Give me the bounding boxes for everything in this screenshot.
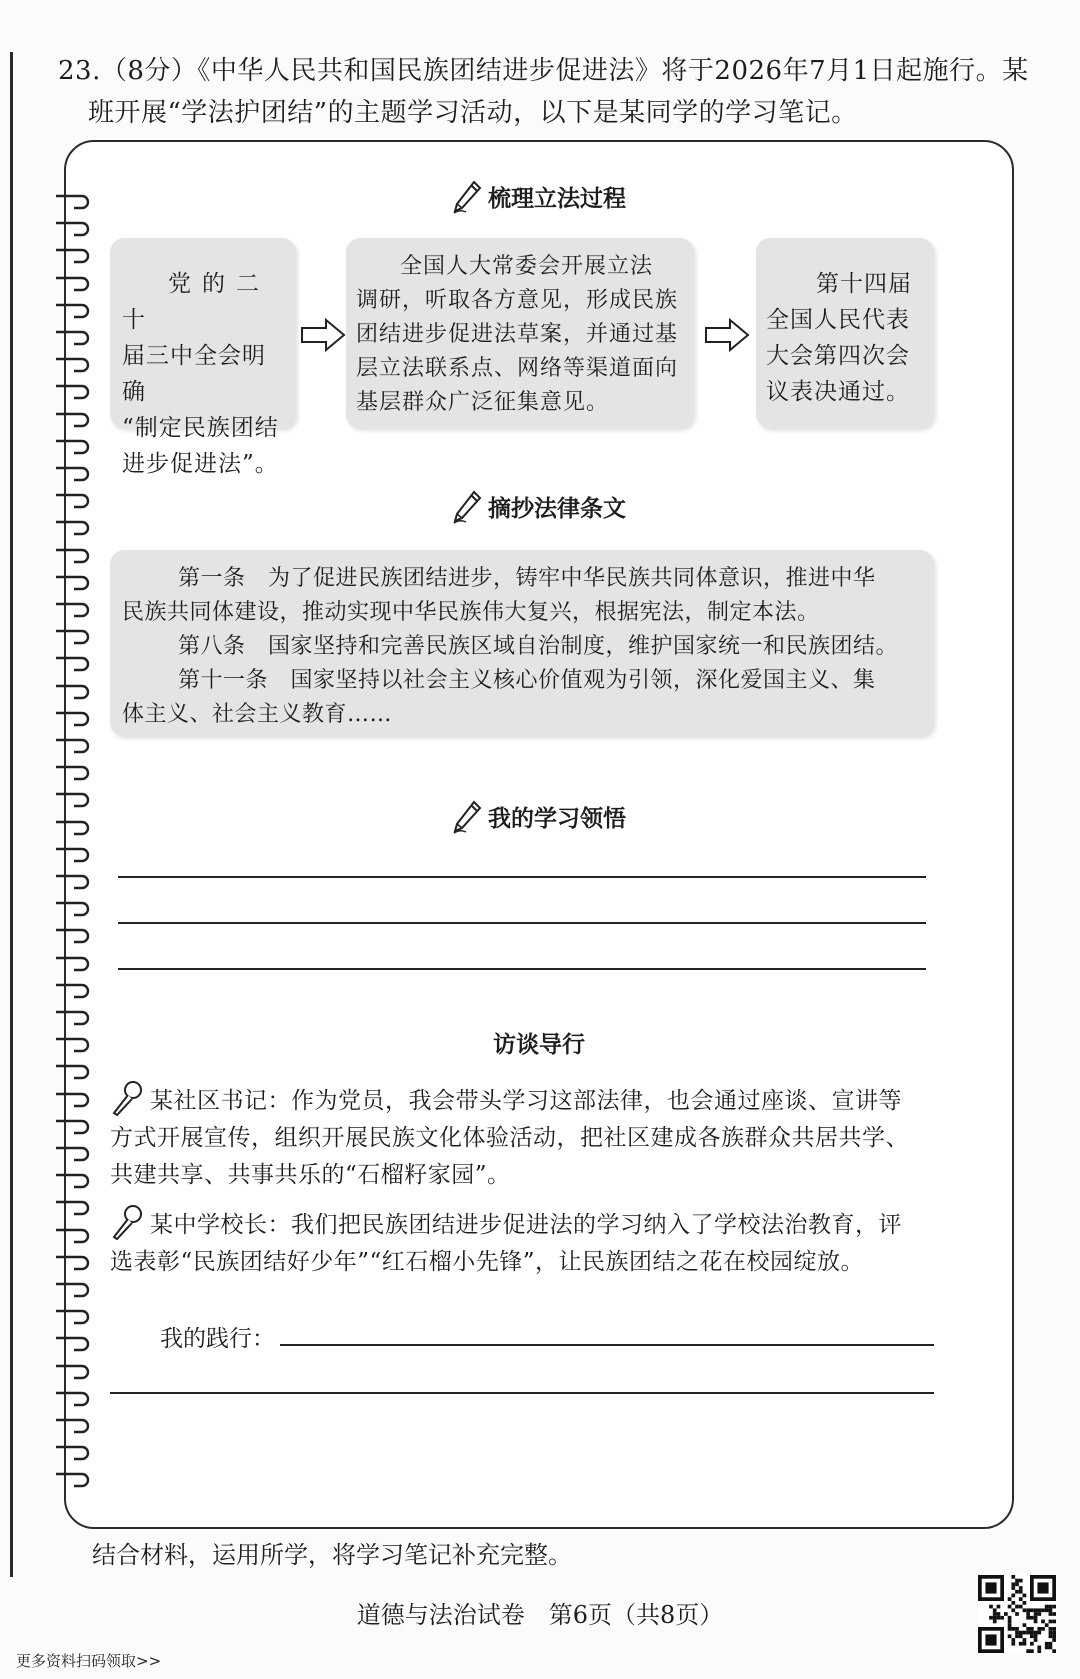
spiral-ring — [52, 598, 96, 620]
spiral-ring — [52, 408, 96, 430]
spiral-ring — [52, 625, 96, 647]
arrow-right-icon — [300, 318, 346, 352]
spiral-ring — [52, 1142, 96, 1164]
spiral-ring — [52, 1305, 96, 1327]
spiral-ring — [52, 516, 96, 538]
practice-label: 我的践行： — [160, 1326, 275, 1352]
spiral-ring — [52, 1060, 96, 1082]
section-interview-title: 访谈导行 — [493, 1032, 585, 1058]
spiral-ring — [52, 380, 96, 402]
spiral-ring — [52, 652, 96, 674]
process-step-3-line: 议表决通过。 — [766, 379, 910, 405]
spiral-ring — [52, 680, 96, 702]
process-step-2-line: 基层群众广泛征集意见。 — [356, 390, 610, 415]
page-margin-line — [10, 52, 13, 1577]
process-step-1 — [110, 238, 296, 477]
answer-line-practice-1[interactable] — [280, 1344, 934, 1346]
spiral-ring — [52, 1387, 96, 1409]
process-step-2-line: 调研，听取各方意见，形成民族 — [356, 288, 679, 313]
spiral-ring — [52, 544, 96, 566]
process-step-2-line: 层立法联系点、网络等渠道面向 — [356, 356, 679, 381]
spiral-ring — [52, 1441, 96, 1463]
spiral-ring — [52, 897, 96, 919]
spiral-ring — [52, 1414, 96, 1436]
spiral-ring — [52, 1169, 96, 1191]
law-article-11: 第十一条 国家坚持以社会主义核心价值观为引领，深化爱国主义、集 体主义、社会主义教育…… — [122, 668, 876, 727]
process-step-3-line: 全国人民代表 — [766, 307, 910, 333]
process-step-2 — [346, 238, 694, 428]
spiral-ring — [52, 1033, 96, 1055]
spiral-ring — [52, 1278, 96, 1300]
spiral-ring — [52, 1468, 96, 1490]
section-legislation-title: 梳理立法过程 — [66, 180, 1012, 214]
microphone-icon — [110, 1204, 144, 1240]
section-law-excerpt-title: 摘抄法律条文 — [66, 490, 1012, 524]
corner-promo-text: 更多资料扫码领取>> — [16, 1652, 162, 1670]
process-step-1-line: “制定民族团结 — [122, 415, 279, 441]
process-step-3-line: 第十四届 — [816, 271, 912, 297]
study-notebook — [64, 140, 1014, 1529]
spiral-ring — [52, 924, 96, 946]
spiral-ring — [52, 707, 96, 729]
spiral-ring — [52, 1115, 96, 1137]
spiral-ring — [52, 272, 96, 294]
spiral-ring — [52, 326, 96, 348]
question-number: 23.（8分） — [58, 56, 198, 86]
spiral-ring — [52, 761, 96, 783]
interview-school-principal: 某中学校长：我们把民族团结进步促进法的学习纳入了学校法治教育，评 选表彰“民族团结好少年”“红石榴小先锋”，让民族团结之花在校园绽放。 — [110, 1204, 980, 1281]
process-step-1-line: 届三中全会明确 — [122, 343, 266, 405]
spiral-ring — [52, 1360, 96, 1382]
pencil-icon — [452, 800, 482, 834]
law-article-1: 第一条 为了促进民族团结进步，铸牢中华民族共同体意识，推进中华 民族共同体建设，推动实现中华民族伟大复兴，根据宪法，制定本法。 — [122, 566, 876, 625]
spiral-ring — [52, 979, 96, 1001]
answer-line-reflection-1[interactable] — [118, 876, 926, 878]
spiral-ring — [52, 734, 96, 756]
spiral-ring — [52, 244, 96, 266]
spiral-ring — [52, 462, 96, 484]
spiral-ring — [52, 1332, 96, 1354]
instruction-text: 结合材料，运用所学，将学习笔记补充完整。 — [92, 1541, 572, 1569]
question-line-1: 23.（8分）《中华人民共和国民族团结进步促进法》将于2026年7月1日起施行。某 — [58, 56, 1029, 86]
question-line-2: 班开展“学法护团结”的主题学习活动，以下是某同学的学习笔记。 — [88, 98, 858, 128]
qr-code-icon[interactable] — [978, 1575, 1056, 1653]
law-excerpt-box — [110, 550, 934, 736]
spiral-ring — [52, 217, 96, 239]
page-footer: 道德与法治试卷 第6页（共8页） — [356, 1601, 724, 1629]
process-step-2-line: 全国人大常委会开展立法 — [400, 254, 654, 279]
answer-line-reflection-3[interactable] — [118, 968, 926, 970]
spiral-ring — [52, 1251, 96, 1273]
answer-line-practice-2[interactable] — [110, 1392, 934, 1394]
spiral-ring — [52, 816, 96, 838]
pencil-icon — [452, 490, 482, 524]
interview-community-secretary: 某社区书记：作为党员，我会带头学习这部法律，也会通过座谈、宣讲等 方式开展宣传，组织开展民族文化体验活动，把社区建成各族群众共居共学、 共建共享、共事共乐的“石榴籽家园”。 — [110, 1080, 980, 1194]
spiral-ring — [52, 571, 96, 593]
spiral-ring — [52, 1088, 96, 1110]
spiral-ring — [52, 870, 96, 892]
spiral-ring — [52, 1224, 96, 1246]
spiral-ring — [52, 353, 96, 375]
process-step-1-line: 党的二十 — [122, 271, 270, 333]
process-step-3-line: 大会第四次会 — [766, 343, 910, 369]
section-reflection-title: 我的学习领悟 — [66, 800, 1012, 834]
microphone-icon — [110, 1080, 144, 1116]
spiral-ring — [52, 788, 96, 810]
spiral-ring — [52, 1006, 96, 1028]
spiral-ring — [52, 952, 96, 974]
notebook-spiral-binding — [52, 190, 102, 1500]
pencil-icon — [452, 180, 482, 214]
spiral-ring — [52, 299, 96, 321]
spiral-ring — [52, 1196, 96, 1218]
spiral-ring — [52, 843, 96, 865]
process-step-3 — [756, 238, 934, 428]
spiral-ring — [52, 489, 96, 511]
question-stem — [58, 50, 1048, 134]
spiral-ring — [52, 435, 96, 457]
spiral-ring — [52, 190, 96, 212]
process-step-1-line: 进步促进法”。 — [122, 451, 279, 477]
arrow-right-icon — [704, 318, 750, 352]
law-article-8: 第八条 国家坚持和完善民族区域自治制度，维护国家统一和民族团结。 — [178, 634, 899, 659]
answer-line-reflection-2[interactable] — [118, 922, 926, 924]
process-step-2-line: 团结进步促进法草案，并通过基 — [356, 322, 679, 347]
